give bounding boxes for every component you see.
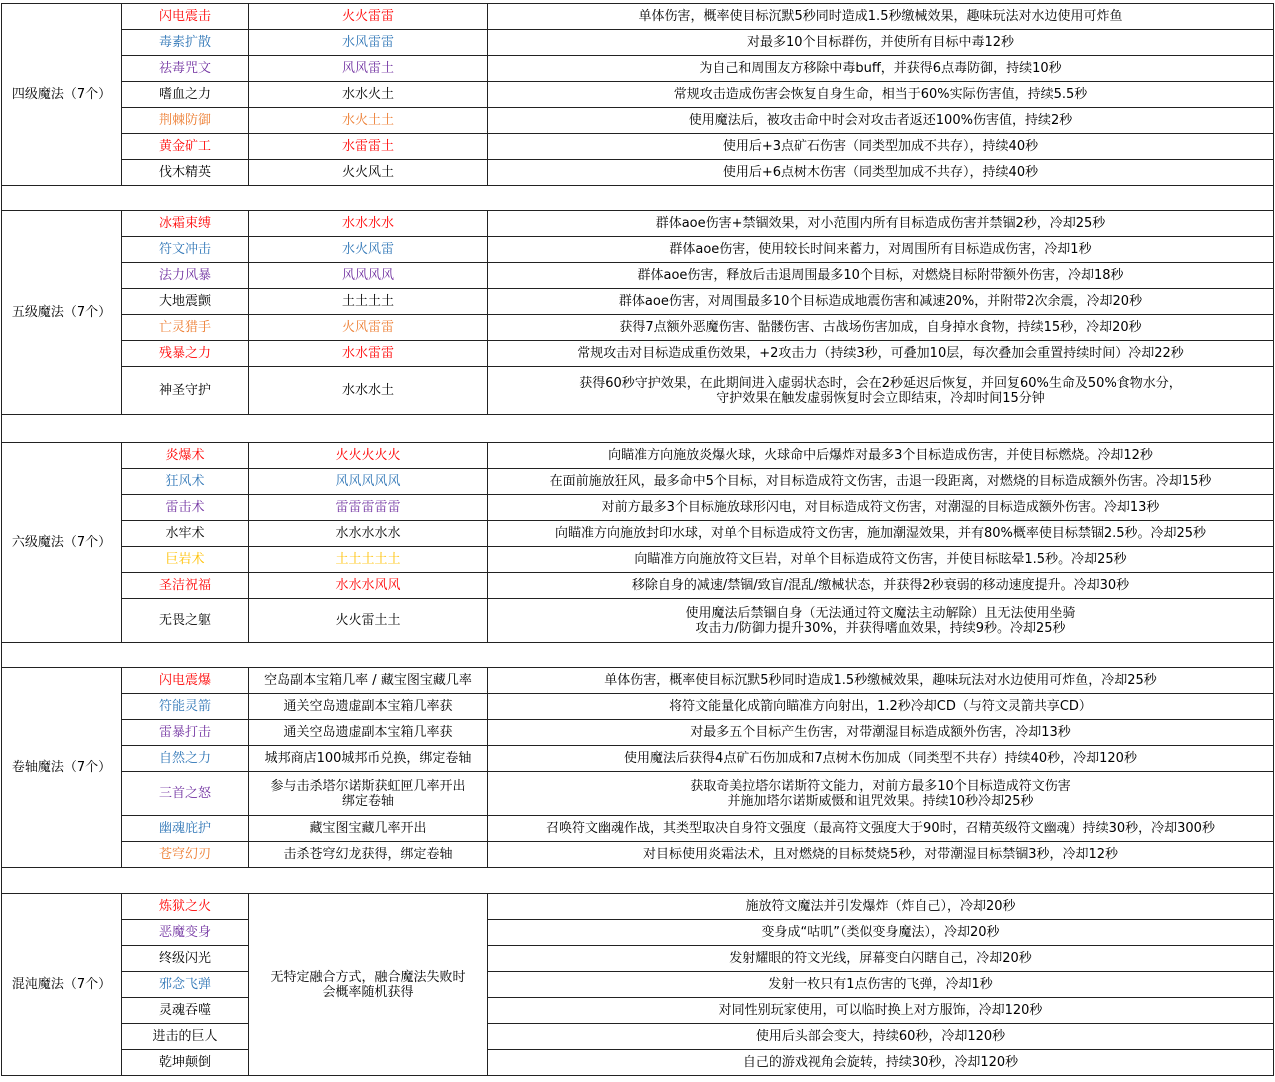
spell-recipe: 土土土土: [249, 289, 488, 315]
table-row: [2, 237, 1274, 263]
table-row: [2, 946, 1274, 972]
table-row: [2, 160, 1274, 186]
spell-description: [488, 367, 1274, 415]
spell-name: 亡灵猎手: [122, 315, 249, 341]
description-line: 对同性别玩家使用，可以临时换上对方服饰，冷却120秒: [718, 1003, 1043, 1018]
spell-recipe: 火火火火火: [249, 443, 488, 469]
spell-name: 毒素扩散: [122, 30, 249, 56]
spell-description: [488, 289, 1274, 315]
spell-recipe: 风风风风风: [249, 469, 488, 495]
spell-description: [488, 1050, 1274, 1076]
spell-description: [488, 263, 1274, 289]
description-line: 召唤符文幽魂作战，其类型取决自身符文强度（最高符文强度大于90时，召精英级符文幽魂）持续30秒，冷却300秒: [546, 821, 1215, 836]
description-line: 自己的游戏视角会旋转，持续30秒，冷却120秒: [742, 1055, 1019, 1070]
spacer-cell: [2, 415, 1274, 443]
acquisition-line: 参与击杀塔尔诺斯获虹匣几率开出: [270, 778, 466, 794]
description-line: 守护效果在触发虚弱恢复时会立即结束，冷却时间15分钟: [716, 390, 1045, 406]
table-row: [2, 599, 1274, 643]
table-row: [2, 211, 1274, 237]
spell-name: 闪电震击: [122, 4, 249, 30]
spell-description: [488, 772, 1274, 816]
spell-description: [488, 972, 1274, 998]
description-line: 为自己和周围友方移除中毒buff，并获得6点毒防御，持续10秒: [699, 61, 1062, 76]
spell-description: [488, 237, 1274, 263]
description-line: 群体aoe伤害，对周围最多10个目标造成地震伤害和减速20%，并附带2次余震，冷却20秒: [618, 294, 1143, 309]
table-row: [2, 1024, 1274, 1050]
spacer-cell: [2, 643, 1274, 668]
spell-description: [488, 599, 1274, 643]
table-row: [2, 842, 1274, 868]
spell-recipe: 火风雷雷: [249, 315, 488, 341]
table-row: [2, 746, 1274, 772]
section-spacer: [2, 868, 1274, 894]
acquisition-line: 会概率随机获得: [322, 984, 414, 1000]
spell-description: [488, 521, 1274, 547]
spell-recipe: 水水水土: [249, 367, 488, 415]
spell-name: 符文冲击: [122, 237, 249, 263]
table-row: [2, 4, 1274, 30]
acquisition-method: [249, 772, 488, 816]
spell-description: [488, 443, 1274, 469]
spacer-cell: [2, 868, 1274, 894]
spell-name: 恶魔变身: [122, 920, 249, 946]
description-line: 向瞄准方向施放符文巨岩，对单个目标造成符文伤害，并使目标眩晕1.5秒。冷却25秒: [634, 552, 1127, 567]
magic-table: [1, 3, 1274, 1076]
table-row: [2, 720, 1274, 746]
spell-recipe: 水雷雷土: [249, 134, 488, 160]
acquisition-line: 空岛副本宝箱几率 / 藏宝图宝藏几率: [264, 673, 472, 688]
spell-name: 自然之力: [122, 746, 249, 772]
section-spacer: [2, 643, 1274, 668]
table-row: [2, 573, 1274, 599]
spell-description: [488, 1024, 1274, 1050]
acquisition-line: 藏宝图宝藏几率开出: [309, 821, 427, 836]
description-line: 群体aoe伤害，释放后击退周围最多10个目标，对燃烧目标附带额外伤害，冷却18秒: [637, 268, 1124, 283]
acquisition-method: [249, 694, 488, 720]
spell-name: 符能灵箭: [122, 694, 249, 720]
acquisition-method: [249, 668, 488, 694]
spell-recipe: 火火雷雷: [249, 4, 488, 30]
description-line: 使用魔法后获得4点矿石伤加成和7点树木伤加成（同类型不共存）持续40秒，冷却120秒: [624, 751, 1137, 766]
description-line: 并施加塔尔诺斯威慑和诅咒效果。持续10秒冷却25秒: [727, 793, 1034, 809]
spacer-cell: [2, 186, 1274, 211]
spell-recipe: 风风风风: [249, 263, 488, 289]
spell-name: 法力风暴: [122, 263, 249, 289]
category-label: 混沌魔法（7个）: [2, 894, 122, 1076]
description-line: 对最多五个目标产生伤害，对带潮湿目标造成额外伤害，冷却13秒: [690, 725, 1071, 740]
table-row: [2, 341, 1274, 367]
table-row: [2, 469, 1274, 495]
spell-description: [488, 842, 1274, 868]
spell-recipe: 风风雷土: [249, 56, 488, 82]
spell-description: [488, 894, 1274, 920]
table-row: [2, 694, 1274, 720]
spell-name: 残暴之力: [122, 341, 249, 367]
table-row: [2, 108, 1274, 134]
description-line: 单体伤害，概率使目标沉默5秒同时造成1.5秒缴械效果，趣味玩法对水边使用可炸鱼: [638, 9, 1123, 24]
spell-recipe: 火火雷土土: [249, 599, 488, 643]
description-line: 使用后+6点树木伤害（同类型加成不共存），持续40秒: [722, 165, 1039, 180]
spell-description: [488, 341, 1274, 367]
table-row: [2, 972, 1274, 998]
spell-description: [488, 134, 1274, 160]
acquisition-line: 城邦商店100城邦币兑换，绑定卷轴: [264, 751, 472, 766]
spell-description: [488, 469, 1274, 495]
spell-description: [488, 573, 1274, 599]
magic-table-body: [2, 4, 1274, 1076]
spell-recipe: 雷雷雷雷雷: [249, 495, 488, 521]
spell-description: [488, 211, 1274, 237]
description-line: 使用后+3点矿石伤害（同类型加成不共存），持续40秒: [722, 139, 1039, 154]
description-line: 获得60秒守护效果，在此期间进入虚弱状态时，会在2秒延迟后恢复，并回复60%生命及50%食物水分，: [579, 375, 1182, 391]
spell-name: 荆棘防御: [122, 108, 249, 134]
spell-description: [488, 82, 1274, 108]
spell-name: 终级闪光: [122, 946, 249, 972]
description-line: 将符文能量化成箭向瞄准方向射出，1.2秒冷却CD（与符文灵箭共享CD）: [669, 699, 1092, 714]
acquisition-line: 通关空岛遗虚副本宝箱几率获: [283, 725, 453, 740]
spell-recipe: 水水雷雷: [249, 341, 488, 367]
description-line: 向瞄准方向施放封印水球，对单个目标造成符文伤害，施加潮湿效果，并有80%概率使目标禁锢2.5秒。冷却25秒: [554, 526, 1207, 541]
spell-name: 神圣守护: [122, 367, 249, 415]
spell-description: [488, 920, 1274, 946]
description-line: 攻击力/防御力提升30%，并获得嗜血效果，持续9秒。冷却25秒: [695, 620, 1066, 636]
spell-name: 巨岩术: [122, 547, 249, 573]
acquisition-line: 绑定卷轴: [341, 793, 394, 809]
spell-name: 邪念飞弹: [122, 972, 249, 998]
spell-recipe: 水水水水: [249, 211, 488, 237]
spell-name: 冰霜束缚: [122, 211, 249, 237]
spell-recipe: 水水水风风: [249, 573, 488, 599]
description-line: 获取奇美拉塔尔诺斯符文能力，对前方最多10个目标造成符文伤害: [690, 778, 1071, 794]
description-line: 施放符文魔法并引发爆炸（炸自己），冷却20秒: [745, 899, 1016, 914]
acquisition-method: [249, 720, 488, 746]
spell-description: [488, 746, 1274, 772]
spell-name: 狂风术: [122, 469, 249, 495]
table-row: [2, 668, 1274, 694]
spell-description: [488, 694, 1274, 720]
description-line: 使用后头部会变大，持续60秒，冷却120秒: [755, 1029, 1006, 1044]
category-label: 五级魔法（7个）: [2, 211, 122, 415]
spell-description: [488, 946, 1274, 972]
spell-name: 伐木精英: [122, 160, 249, 186]
description-line: 群体aoe伤害+禁锢效果，对小范围内所有目标造成伤害并禁锢2秒，冷却25秒: [655, 216, 1106, 231]
table-row: [2, 30, 1274, 56]
spell-recipe: 土土土土土: [249, 547, 488, 573]
section-spacer: [2, 415, 1274, 443]
description-line: 常规攻击造成伤害会恢复自身生命，相当于60%实际伤害值，持续5.5秒: [673, 87, 1088, 102]
category-label: 卷轴魔法（7个）: [2, 668, 122, 868]
spell-name: 水牢术: [122, 521, 249, 547]
spell-name: 炼狱之火: [122, 894, 249, 920]
table-row: [2, 82, 1274, 108]
spell-recipe: 水火风雷: [249, 237, 488, 263]
spell-name: 幽魂庇护: [122, 816, 249, 842]
description-line: 变身成“咕叽”（类似变身魔法），冷却20秒: [761, 925, 1000, 940]
spell-name: 雷暴打击: [122, 720, 249, 746]
table-row: [2, 547, 1274, 573]
spell-description: [488, 160, 1274, 186]
spell-name: 嗜血之力: [122, 82, 249, 108]
spell-description: [488, 816, 1274, 842]
table-row: [2, 443, 1274, 469]
spell-description: [488, 547, 1274, 573]
category-label: 四级魔法（7个）: [2, 4, 122, 186]
description-line: 对最多10个目标群伤，并使所有目标中毒12秒: [746, 35, 1015, 50]
spell-name: 三首之怒: [122, 772, 249, 816]
table-row: [2, 816, 1274, 842]
table-row: [2, 521, 1274, 547]
description-line: 单体伤害，概率使目标沉默5秒同时造成1.5秒缴械效果，趣味玩法对水边使用可炸鱼，冷却25秒: [604, 673, 1157, 688]
spell-name: 祛毒咒文: [122, 56, 249, 82]
spell-recipe: 水水水水水: [249, 521, 488, 547]
spell-name: 苍穹幻刃: [122, 842, 249, 868]
spell-name: 黄金矿工: [122, 134, 249, 160]
spell-name: 炎爆术: [122, 443, 249, 469]
description-line: 移除自身的减速/禁锢/致盲/混乱/缴械状态，并获得2秒衰弱的移动速度提升。冷却30秒: [631, 578, 1130, 593]
acquisition-line: 通关空岛遗虚副本宝箱几率获: [283, 699, 453, 714]
spell-description: [488, 495, 1274, 521]
category-label: 六级魔法（7个）: [2, 443, 122, 643]
acquisition-line: 击杀苍穹幻龙获得，绑定卷轴: [283, 847, 453, 862]
section-spacer: [2, 186, 1274, 211]
acquisition-method: [249, 894, 488, 1076]
spell-description: [488, 720, 1274, 746]
spell-name: 雷击术: [122, 495, 249, 521]
table-row: [2, 289, 1274, 315]
table-row: [2, 998, 1274, 1024]
spell-recipe: 水水火土: [249, 82, 488, 108]
acquisition-line: 无特定融合方式，融合魔法失败时: [270, 969, 466, 985]
description-line: 对目标使用炎霜法术，且对燃烧的目标焚烧5秒，对带潮湿目标禁锢3秒，冷却12秒: [642, 847, 1119, 862]
spell-name: 灵魂吞噬: [122, 998, 249, 1024]
description-line: 在面前施放狂风，最多命中5个目标，对目标造成符文伤害，击退一段距离，对燃烧的目标造成额外伤害。冷却15秒: [549, 474, 1212, 489]
table-row: [2, 56, 1274, 82]
spell-name: 乾坤颠倒: [122, 1050, 249, 1076]
description-line: 使用魔法后，被攻击命中时会对攻击者返还100%伤害值，持续2秒: [688, 113, 1073, 128]
description-line: 发射耀眼的符文光线，屏幕变白闪瞎自己，冷却20秒: [729, 951, 1032, 966]
table-row: [2, 315, 1274, 341]
spell-name: 进击的巨人: [122, 1024, 249, 1050]
description-line: 向瞄准方向施放炎爆火球，火球命中后爆炸对最多3个目标造成伤害，并使目标燃烧。冷却12秒: [608, 448, 1153, 463]
spell-name: 闪电震爆: [122, 668, 249, 694]
spell-recipe: 火火风土: [249, 160, 488, 186]
spell-name: 圣洁祝福: [122, 573, 249, 599]
spell-description: [488, 668, 1274, 694]
table-row: [2, 367, 1274, 415]
spell-name: 大地震颤: [122, 289, 249, 315]
table-row: [2, 772, 1274, 816]
spell-description: [488, 30, 1274, 56]
spell-description: [488, 4, 1274, 30]
table-row: [2, 263, 1274, 289]
spell-name: 无畏之躯: [122, 599, 249, 643]
description-line: 获得7点额外恶魔伤害、骷髅伤害、古战场伤害加成，自身掉水食物，持续15秒，冷却20秒: [619, 320, 1142, 335]
acquisition-method: [249, 746, 488, 772]
table-row: [2, 1050, 1274, 1076]
description-line: 对前方最多3个目标施放球形闪电，对目标造成符文伤害，对潮湿的目标造成额外伤害。冷却13秒: [601, 500, 1160, 515]
spell-recipe: 水火土土: [249, 108, 488, 134]
spell-description: [488, 56, 1274, 82]
table-row: [2, 920, 1274, 946]
table-row: [2, 134, 1274, 160]
description-line: 发射一枚只有1点伤害的飞弹，冷却1秒: [768, 977, 993, 992]
description-line: 常规攻击对目标造成重伤效果，+2攻击力（持续3秒，可叠加10层，每次叠加会重置持续时间）冷却22秒: [577, 346, 1184, 361]
spell-description: [488, 315, 1274, 341]
description-line: 使用魔法后禁锢自身（无法通过符文魔法主动解除）且无法使用坐骑: [685, 605, 1076, 621]
acquisition-method: [249, 842, 488, 868]
spell-recipe: 水风雷雷: [249, 30, 488, 56]
description-line: 群体aoe伤害，使用较长时间来蓄力，对周围所有目标造成伤害，冷却1秒: [669, 242, 1092, 257]
acquisition-method: [249, 816, 488, 842]
table-row: [2, 894, 1274, 920]
table-row: [2, 495, 1274, 521]
spell-description: [488, 998, 1274, 1024]
spell-description: [488, 108, 1274, 134]
